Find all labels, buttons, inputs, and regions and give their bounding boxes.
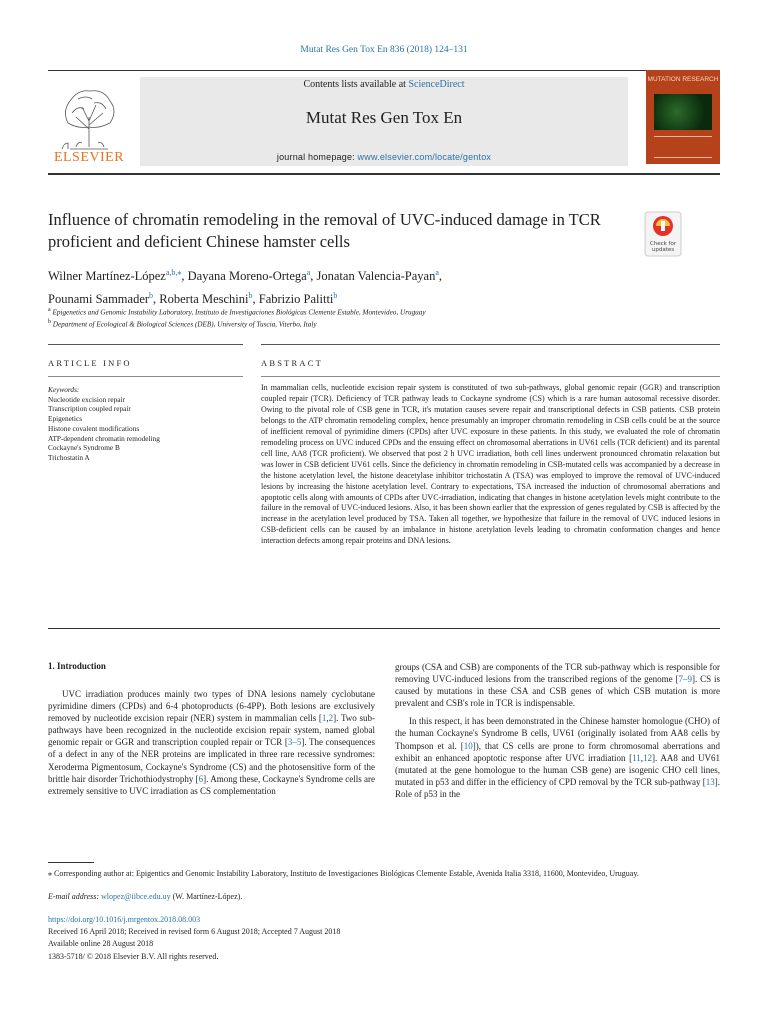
paragraph-text: ]. CS is caused by mutations in these CSA and CSB genes of which CSB mutation is more prevalent and CSB's role in TCR is indispensable.: [395, 674, 720, 709]
email-suffix: (W. Martínez-López).: [170, 892, 243, 901]
citation-link[interactable]: 13: [705, 776, 715, 787]
author-separator: ,: [252, 292, 259, 307]
author-affiliation-marker[interactable]: a,b,⁎: [165, 268, 182, 277]
citation-link[interactable]: 11: [632, 752, 641, 763]
check-badge-line2: updates: [651, 247, 675, 253]
body-paragraph: [48, 688, 375, 797]
abstract-bottom-rule: [48, 628, 720, 629]
email-footnote: [48, 892, 242, 901]
article-info-rule: [48, 344, 243, 345]
check-badge-line1: Check for: [649, 241, 677, 247]
paragraph-text: ]), that CS cells are prone to form chromosomal aberrations and exhibit an enhanced apoptotic response after UVC irradiation [: [395, 740, 720, 763]
received-dates: Received 16 April 2018; Received in revised form 6 August 2018; Accepted 7 August 2018: [48, 927, 341, 936]
affiliation-marker: b: [48, 319, 51, 326]
author-list: [48, 263, 648, 309]
cover-decoration: [654, 136, 712, 158]
affiliation-marker: a: [48, 307, 51, 313]
author-affiliation-marker[interactable]: b: [333, 291, 338, 301]
abstract-heading: ABSTRACT: [261, 358, 323, 368]
author-name[interactable]: Jonatan Valencia-Payan: [316, 269, 436, 284]
author-affiliation-marker[interactable]: a: [435, 268, 439, 277]
journal-citation-link[interactable]: Mutat Res Gen Tox En 836 (2018) 124–131: [300, 45, 468, 55]
paragraph-text: ,: [326, 713, 329, 724]
paragraph-text: ,: [640, 752, 644, 763]
paragraph-text: ]. The consequences of a defect in any of the NER proteins are implicated in three rare recessive syndromes: Xeroderma Pigmentosum, Cockayne's Syndrome (CS) and the photosensitive form of the brittle hair disorder Trichothiodystrophy [: [48, 737, 375, 784]
keyword-item: Trichostatin A: [48, 452, 90, 462]
keyword-item: ATP-dependent chromatin remodeling: [48, 433, 160, 443]
journal-cover-thumbnail[interactable]: [646, 70, 720, 164]
footnote-rule: [48, 862, 94, 863]
corresponding-author-footnote: ⁎ Corresponding author at: Epigentics and Genomic Instability Laboratory, Instituto de Investigaciones Biológicas Clemente Estable, Avenida Italia 3318, 11600, Montevideo, Uruguay.: [48, 869, 639, 878]
email-label: E-mail address:: [48, 892, 102, 901]
keywords-list: [48, 385, 248, 463]
citation-link[interactable]: 6: [198, 773, 204, 784]
top-rule: [48, 70, 720, 71]
article-info-subrule: [48, 376, 243, 377]
email-link[interactable]: wlopez@iibce.edu.uy: [101, 892, 171, 901]
sciencedirect-link[interactable]: ScienceDirect: [408, 79, 465, 90]
journal-homepage-line: [140, 152, 628, 162]
journal-title: Mutat Res Gen Tox En: [305, 108, 463, 127]
author-name[interactable]: Dayana Moreno-Ortega: [187, 269, 307, 284]
author-affiliation-marker[interactable]: a: [306, 268, 311, 277]
citation-link[interactable]: 1: [321, 713, 327, 724]
body-paragraph: [395, 661, 720, 709]
affiliation-text: Epigenetics and Genomic Instability Laboratory, Instituto de Investigaciones Biológicas Clemente Estable, Montevideo, Uruguay: [52, 308, 426, 317]
paragraph-text: ]. AA8 and UV61 (mutated at the gene homologue to the human CSB gene) are isogenic CHO cell lines, mutated in p53 and differ in the efficiency of CPD removal by the TCR sub-pathway [: [395, 752, 721, 787]
citation-link[interactable]: 10: [463, 740, 473, 751]
author-separator: ,: [310, 269, 317, 284]
citation-link[interactable]: 3–5: [287, 737, 302, 748]
citation-link[interactable]: 12: [643, 752, 653, 763]
contents-available-line: [140, 79, 628, 90]
affiliations: [48, 305, 688, 330]
body-left-column: [48, 688, 375, 797]
affiliation-item: [48, 305, 688, 317]
article-info-heading: ARTICLE INFO: [48, 358, 132, 368]
affiliation-item: [48, 317, 688, 329]
paragraph-text: ]. Two sub-pathways have been recognized in the nucleotide excision repair system, named global genomic repair or GGR and transcription coupled repair or TCR [: [48, 713, 376, 748]
citation-link[interactable]: 2: [328, 713, 334, 724]
paragraph-text: groups (CSA and CSB) are components of the TCR sub-pathway which is responsible for removing UVC-induced lesions from the transcribed regions of the genome [: [395, 662, 720, 685]
author-affiliation-marker[interactable]: b: [248, 291, 253, 301]
body-paragraph: [395, 715, 720, 800]
paragraph-text: UVC irradiation produces mainly two types of DNA lesions namely cyclobutane pyrimidine dimers (CPDs) and 6-4 photoproducts (6-4PP). Both lesions are exclusively removed by nucleotide excision repair (NER) system in mammalian cells [: [48, 689, 375, 724]
header-bottom-rule: [48, 173, 720, 175]
abstract-subrule: [261, 376, 720, 377]
doi-link[interactable]: https://doi.org/10.1016/j.mrgentox.2018.08.003: [48, 915, 201, 924]
author-separator: ,: [153, 292, 160, 307]
author-name[interactable]: Pounami Sammader: [48, 292, 150, 307]
abstract-rule: [261, 344, 720, 345]
paragraph-text: ]. Among these, Cockayne's Syndrome cells are extremely sensitive to UVC irradiation as CS complementation: [48, 773, 375, 796]
body-right-column: [395, 661, 720, 800]
author-name[interactable]: Wilner Martínez-López: [48, 269, 166, 284]
keyword-item: Cockayne's Syndrome B: [48, 443, 120, 453]
author-separator: ,: [438, 269, 443, 284]
author-separator: ,: [181, 269, 188, 284]
elsevier-wordmark: ELSEVIER: [53, 150, 125, 165]
check-for-updates-icon[interactable]: [644, 211, 682, 257]
abstract-body: In mammalian cells, nucleotide excision repair system is constituted of two sub-pathways, global genomic repair (GGR) and transcription coupled repair (TCR). Deficiency of TCR pathway leads to Cockayne syndrome (CS) which is a rare human autosomal recessive disorder. Owing to the pivotal role of CSB gene in TCR, it's mutation causes severe repair and transcriptional defects in CSB patients. CSB protein belongs to the ATP chromatin remodeling complex, hence presumably an improper chromatin remodeling in CSB cells could be at the source of inefficient removal of pyrimidine dimers (CPDs) after UVC exposure in these patients. In this study, we evaluated the role of chromatin remodeling process on UVC induced CPDs and the ensuing effect on chromosomal aberrations in UV61 cells (TCR deficient) and its parental cell line, AA8 (TCR proficient). We observed that post 2 h UVC irradiation, both cell lines underwent pronounced chromatin relaxation but was lower in CSB deficient UV61 cells. Since the deficiency in chromatin remodeling in CSB-mutated cells was accompanied by a decrease in the histone acetylation level, the histone deacetylase inhibitor trichostatin A (TSA) was employed to improve the removal of UVC-induced lesions by increasing the histone acetylation level. Contrary to expectations, TSA increased the induction of chromosomal aberrations and apoptotic cells along with amounts of CPDs after UVC-irradiation, indicating that changes in histone acetylation levels might contribute to the failure in the removal of UVC-induced lesions. Also, it has been shown earlier that the expression of genes regulated by CSB is affected by the increase in the acetylation level produced by TSA. Taken all together, we hypothesize that failure in the removal of UVC induced lesions in CSB-deficient cells can be caused by an imbalance in histone acetylation levels leading to chromatin conformation changes and hence interaction defects among repair proteins and DNA lesions.: [261, 383, 720, 546]
issn-copyright: 1383-5718/ © 2018 Elsevier B.V. All rights reserved.: [48, 952, 219, 961]
citation-link[interactable]: 7–9: [678, 674, 693, 685]
author-name[interactable]: Roberta Meschini: [159, 292, 249, 307]
affiliation-text: Department of Ecological & Biological Sciences (DEB), University of Tuscia, Viterbo, Italy: [52, 320, 317, 329]
keywords-label: Keywords:: [48, 385, 80, 394]
keyword-item: Histone covalent modifications: [48, 423, 140, 433]
homepage-link[interactable]: www.elsevier.com/locate/gentox: [357, 152, 492, 162]
author-name[interactable]: Fabrizio Palitti: [258, 292, 334, 307]
article-title: Influence of chromatin remodeling in the removal of UVC-induced damage in TCR proficient and deficient Chinese hamster cells: [48, 210, 601, 251]
keyword-item: Epigenetics: [48, 414, 83, 424]
author-affiliation-marker[interactable]: b: [149, 291, 154, 301]
contents-prefix: Contents lists available at: [303, 79, 409, 90]
keyword-item: Transcription coupled repair: [48, 404, 131, 414]
introduction-heading: 1. Introduction: [48, 661, 106, 671]
paragraph-text: ]. Role of p53 in the: [395, 776, 720, 799]
homepage-label: journal homepage:: [276, 152, 358, 162]
keyword-item: Nucleotide excision repair: [48, 394, 125, 404]
cover-title: MUTATION RESEARCH: [647, 76, 719, 83]
paragraph-text: In this respect, it has been demonstrated in the Chinese hamster homologue (CHO) of the human Cockayne's Syndrome B cells, UV61 (originally isolated from AA8 cells by Thompson et al. [: [395, 716, 720, 751]
cover-image: [654, 94, 712, 130]
available-online-date: Available online 28 August 2018: [48, 939, 154, 948]
